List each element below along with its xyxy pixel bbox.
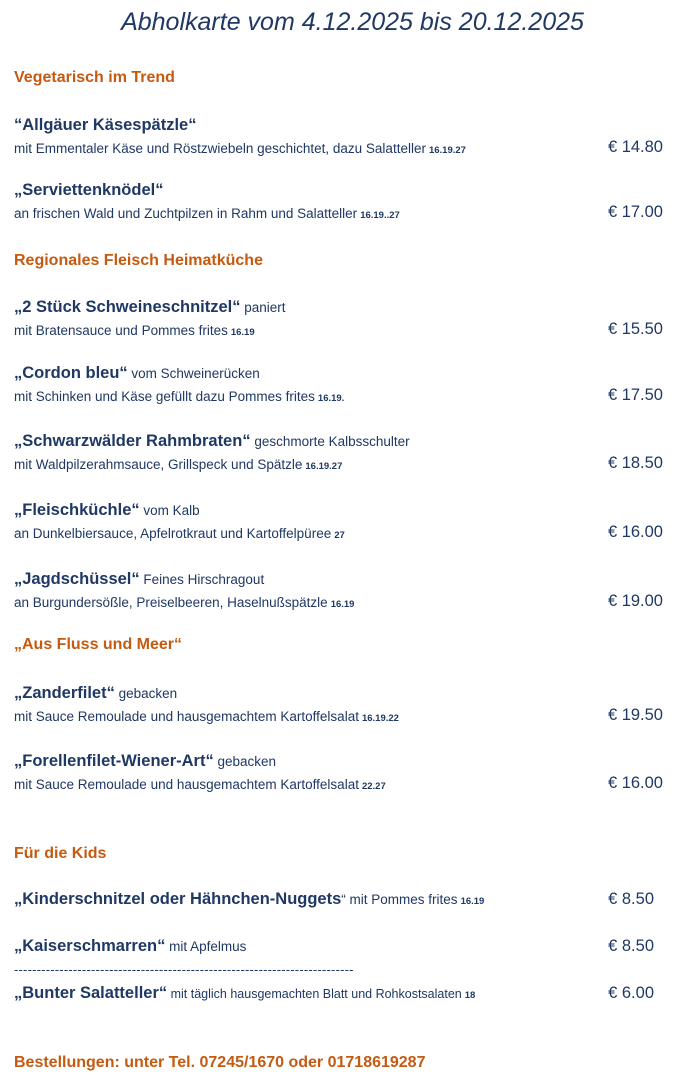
item-name: „Bunter Salatteller“ (14, 984, 168, 1002)
item-note: mit Apfelmus (165, 939, 247, 954)
dashed-divider: --------------------------------------------------------------------------- (14, 962, 354, 977)
item-name: „Kaiserschmarren“ (14, 937, 166, 955)
item-note: gebacken (213, 754, 277, 769)
item-note: vom Schweinerücken (127, 366, 260, 381)
allergen-codes: 16.19 (460, 896, 485, 907)
allergen-codes: 22.27 (361, 781, 386, 792)
item-name: „Jagdschüssel“ (14, 570, 140, 588)
item-name: „Serviettenknödel“ (14, 181, 164, 199)
allergen-codes: 16.19 (230, 327, 255, 338)
item-price: € 8.50 (608, 937, 654, 955)
section-heading-vegetarian: Vegetarisch im Trend (14, 69, 175, 86)
item-name: „2 Stück Schweineschnitzel“ (14, 298, 241, 316)
allergen-codes: 18 (464, 990, 476, 1001)
item-note: vom Kalb (139, 503, 200, 518)
item-description: mit Bratensauce und Pommes frites (14, 323, 228, 338)
allergen-codes: 16.19.27 (305, 461, 343, 472)
item-note: gebacken (114, 686, 178, 701)
allergen-codes: 16.19.22 (361, 713, 399, 724)
item-description: mit Waldpilzerahmsauce, Grillspeck und Spätzle (14, 457, 303, 472)
section-heading-meat: Regionales Fleisch Heimatküche (14, 252, 263, 269)
item-name: „Cordon bleu“ (14, 364, 128, 382)
item-description: an Dunkelbiersauce, Apfelrotkraut und Kartoffelpüree (14, 526, 332, 541)
item-price: € 19.00 (607, 592, 663, 610)
item-note: “ mit Pommes frites (341, 892, 458, 907)
item-name: „Schwarzwälder Rahmbraten“ (14, 432, 251, 450)
item-price: € 19.50 (607, 706, 663, 724)
item-price: € 8.50 (608, 890, 654, 908)
item-price: € 18.50 (607, 454, 663, 472)
allergen-codes: 16.19..27 (360, 210, 400, 221)
section-heading-kids: Für die Kids (14, 845, 107, 862)
item-description: an frischen Wald und Zuchtpilzen in Rahm und Salatteller (14, 206, 358, 221)
section-heading-fish: „Aus Fluss und Meer“ (14, 636, 183, 653)
item-name: „Fleischküchle“ (14, 501, 140, 519)
item-description: mit Sauce Remoulade und hausgemachtem Kartoffelsalat (14, 777, 359, 792)
item-note: mit täglich hausgemachten Blatt und Rohkostsalaten (167, 987, 462, 1001)
order-phone-footer: Bestellungen: unter Tel. 07245/1670 oder 01718619287 (14, 1054, 426, 1071)
allergen-codes: 16.19. (317, 393, 345, 404)
item-name: “Allgäuer Käsespätzle“ (14, 116, 197, 134)
item-price: € 16.00 (607, 523, 663, 541)
item-price: € 17.00 (607, 203, 663, 221)
item-price: € 6.00 (608, 984, 654, 1002)
item-description: mit Schinken und Käse gefüllt dazu Pommes frites (14, 389, 315, 404)
item-price: € 15.50 (607, 320, 663, 338)
page-title: Abholkarte vom 4.12.2025 bis 20.12.2025 (121, 8, 584, 36)
item-name: „Forellenfilet-Wiener-Art“ (14, 752, 214, 770)
item-price: € 16.00 (607, 774, 663, 792)
item-description: an Burgundersößle, Preiselbeeren, Haselnußspätzle (14, 595, 328, 610)
allergen-codes: 16.19.27 (428, 145, 466, 156)
item-description: mit Emmentaler Käse und Röstzwiebeln geschichtet, dazu Salatteller (14, 141, 426, 156)
item-price: € 14.80 (607, 138, 663, 156)
allergen-codes: 16.19 (330, 599, 355, 610)
item-description: mit Sauce Remoulade und hausgemachtem Kartoffelsalat (14, 709, 359, 724)
item-price: € 17.50 (607, 386, 663, 404)
allergen-codes: 27 (334, 530, 345, 541)
item-note: Feines Hirschragout (139, 572, 265, 587)
item-note: paniert (240, 300, 286, 315)
item-name: „Zanderfilet“ (14, 684, 115, 702)
item-name: „Kinderschnitzel oder Hähnchen-Nuggets (14, 890, 342, 908)
item-note: geschmorte Kalbsschulter (250, 434, 410, 449)
